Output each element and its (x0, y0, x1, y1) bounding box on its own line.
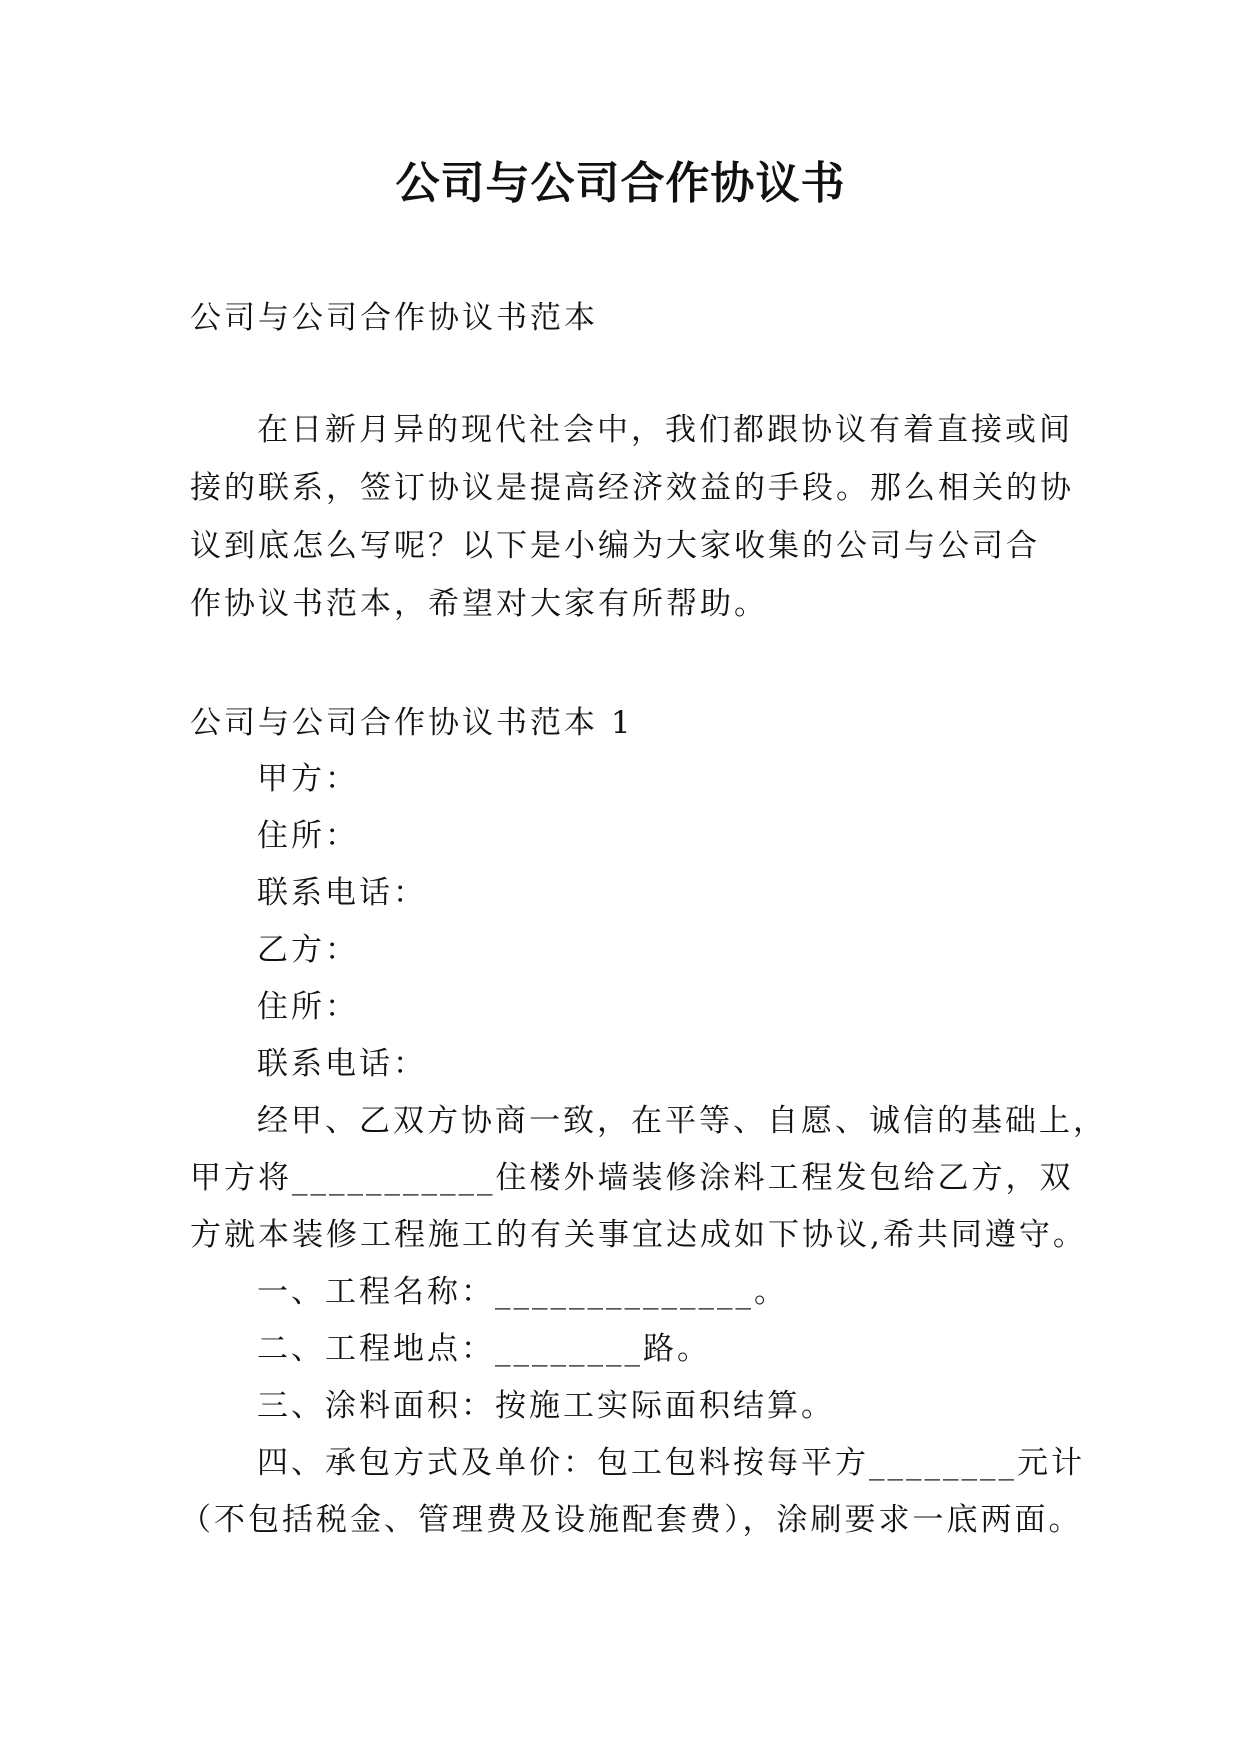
intro-line-4: 作协议书范本，希望对大家有所帮助。 (190, 586, 768, 622)
intro-line-1: 在日新月异的现代社会中，我们都跟协议有着直接或间 (257, 412, 1073, 448)
document-subtitle: 公司与公司合作协议书范本 (190, 300, 598, 336)
party-a-label: 甲方： (257, 761, 359, 797)
clause-project-name: 一、工程名称：______________。 (257, 1274, 788, 1310)
clause-coating-area: 三、涂料面积：按施工实际面积结算。 (257, 1388, 835, 1424)
party-b-phone: 联系电话： (257, 1046, 427, 1082)
party-b-label: 乙方： (257, 932, 359, 968)
party-a-phone: 联系电话： (257, 875, 427, 911)
clause-contract-method: 四、承包方式及单价：包工包料按每平方________元计 (257, 1445, 1085, 1481)
body-line-1: 经甲、乙双方协商一致，在平等、自愿、诚信的基础上， (257, 1103, 1107, 1139)
intro-line-2: 接的联系，签订协议是提高经济效益的手段。那么相关的协 (190, 470, 1074, 506)
party-a-address: 住所： (257, 818, 359, 854)
clause-contract-method-continued: （不包括税金、管理费及设施配套费），涂刷要求一底两面。 (180, 1502, 1083, 1538)
section-heading: 公司与公司合作协议书范本 1 (190, 705, 634, 741)
document-title: 公司与公司合作协议书 (395, 158, 846, 209)
intro-line-3: 议到底怎么写呢？以下是小编为大家收集的公司与公司合 (190, 528, 1040, 564)
clause-project-location: 二、工程地点：________路。 (257, 1331, 711, 1367)
body-line-3: 方就本装修工程施工的有关事宜达成如下协议,希共同遵守。 (190, 1217, 1087, 1253)
body-line-2: 甲方将___________住楼外墙装修涂料工程发包给乙方，双 (190, 1160, 1074, 1196)
party-b-address: 住所： (257, 989, 359, 1025)
